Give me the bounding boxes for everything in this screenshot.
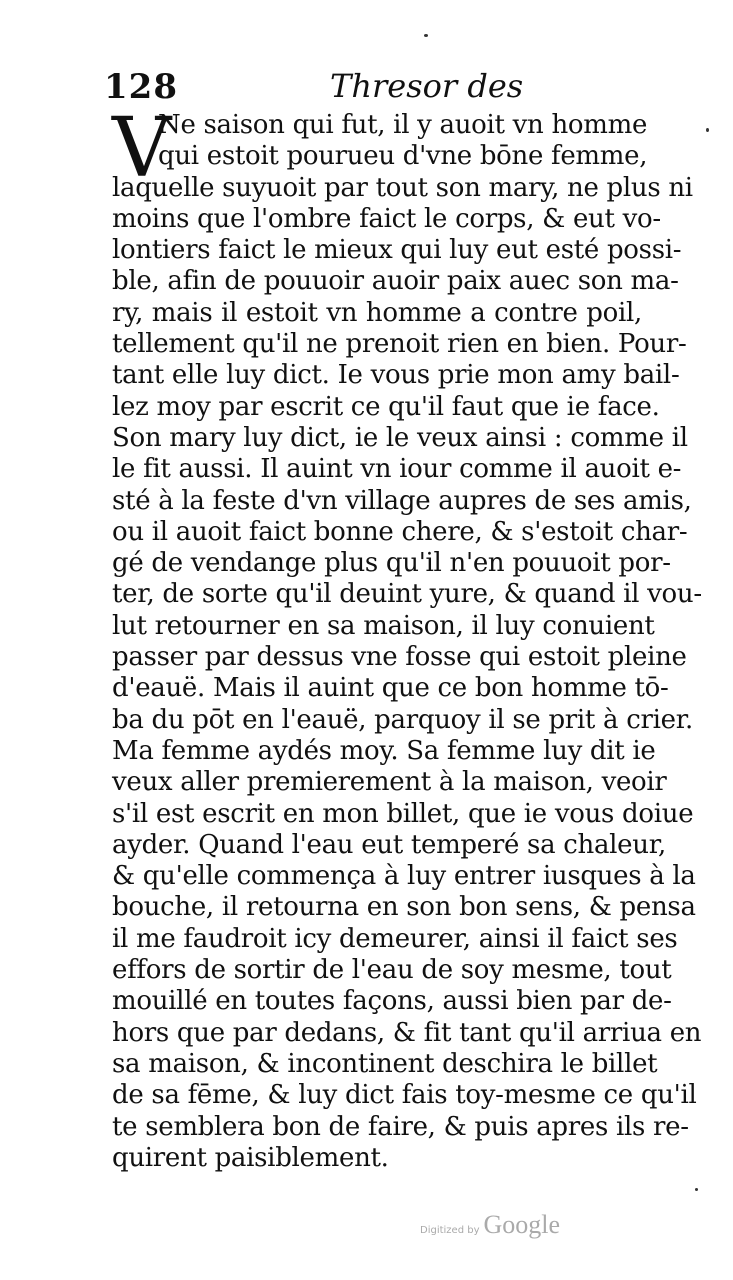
text-line: Ma femme aydés moy. Sa femme luy dit ie	[112, 735, 656, 766]
ink-speck	[695, 1188, 698, 1191]
text-line: moins que l'ombre faict le corps, & eut vo-	[112, 203, 661, 234]
watermark-prefix: Digitized by	[420, 1225, 480, 1236]
watermark-brand: Google	[483, 1210, 561, 1239]
text-line: tant elle luy dict. Ie vous prie mon amy bail-	[112, 360, 680, 391]
text-line: qui estoit pourueu d'vne bōne femme,	[158, 141, 648, 172]
text-line: le fit aussi. Il auint vn iour comme il auoit e-	[112, 454, 682, 485]
ink-speck	[706, 128, 709, 132]
text-line: veux aller premierement à la maison, veoir	[112, 767, 667, 798]
text-line: quirent paisiblement.	[112, 1142, 389, 1173]
ink-speck	[424, 34, 428, 37]
text-line: ba du pōt en l'eauë, parquoy il se prit à crier.	[112, 704, 693, 735]
text-line: il me faudroit icy demeurer, ainsi il faict ses	[112, 923, 678, 954]
text-line: mouillé en toutes façons, aussi bien par de-	[112, 986, 672, 1017]
text-line: de sa fēme, & luy dict fais toy-mesme ce qu'il	[112, 1080, 697, 1111]
text-line: tellement qu'il ne prenoit rien en bien. Pour-	[112, 329, 687, 360]
text-line: sa maison, & incontinent deschira le billet	[112, 1048, 658, 1079]
text-line: ble, afin de pouuoir auoir paix auec son ma-	[112, 266, 679, 297]
text-line: lut retourner en sa maison, il luy conuient	[112, 610, 655, 641]
text-line: Ne saison qui fut, il y auoit vn homme	[158, 110, 648, 140]
text-line: bouche, il retourna en son bon sens, & pensa	[112, 892, 696, 923]
page-number: 128	[104, 67, 178, 107]
text-line: passer par dessus vne fosse qui estoit pleine	[112, 642, 687, 673]
text-line: s'il est escrit en mon billet, que ie vous doiue	[112, 798, 694, 829]
text-line: te semblera bon de faire, & puis apres ils re-	[112, 1111, 689, 1142]
digitized-watermark	[420, 1212, 560, 1238]
text-line: & qu'elle commença à luy entrer iusques à la	[112, 861, 696, 892]
text-line: lez moy par escrit ce qu'il faut que ie face.	[112, 391, 660, 422]
text-line: ou il auoit faict bonne chere, & s'estoit char-	[112, 516, 688, 547]
running-title: Thresor des	[330, 67, 524, 105]
text-line: ter, de sorte qu'il deuint yure, & quand il vou-	[112, 579, 702, 610]
text-line: laquelle suyuoit par tout son mary, ne plus ni	[112, 172, 693, 203]
text-line: ry, mais il estoit vn homme a contre poil,	[112, 297, 642, 328]
text-line: effors de sortir de l'eau de soy mesme, tout	[112, 955, 672, 986]
text-line: Son mary luy dict, ie le veux ainsi : comme il	[112, 422, 688, 453]
text-line: gé de vendange plus qu'il n'en pouuoit por-	[112, 548, 671, 579]
text-line: lontiers faict le mieux qui luy eut esté possi-	[112, 235, 682, 266]
text-line: d'eauë. Mais il auint que ce bon homme tō-	[112, 673, 669, 704]
text-line: sté à la feste d'vn village aupres de ses amis,	[112, 485, 692, 516]
body-text	[112, 101, 702, 1174]
drop-cap: V	[112, 101, 172, 196]
text-line: ayder. Quand l'eau eut temperé sa chaleur,	[112, 829, 666, 860]
text-line: hors que par dedans, & fit tant qu'il arriua en	[112, 1017, 702, 1048]
